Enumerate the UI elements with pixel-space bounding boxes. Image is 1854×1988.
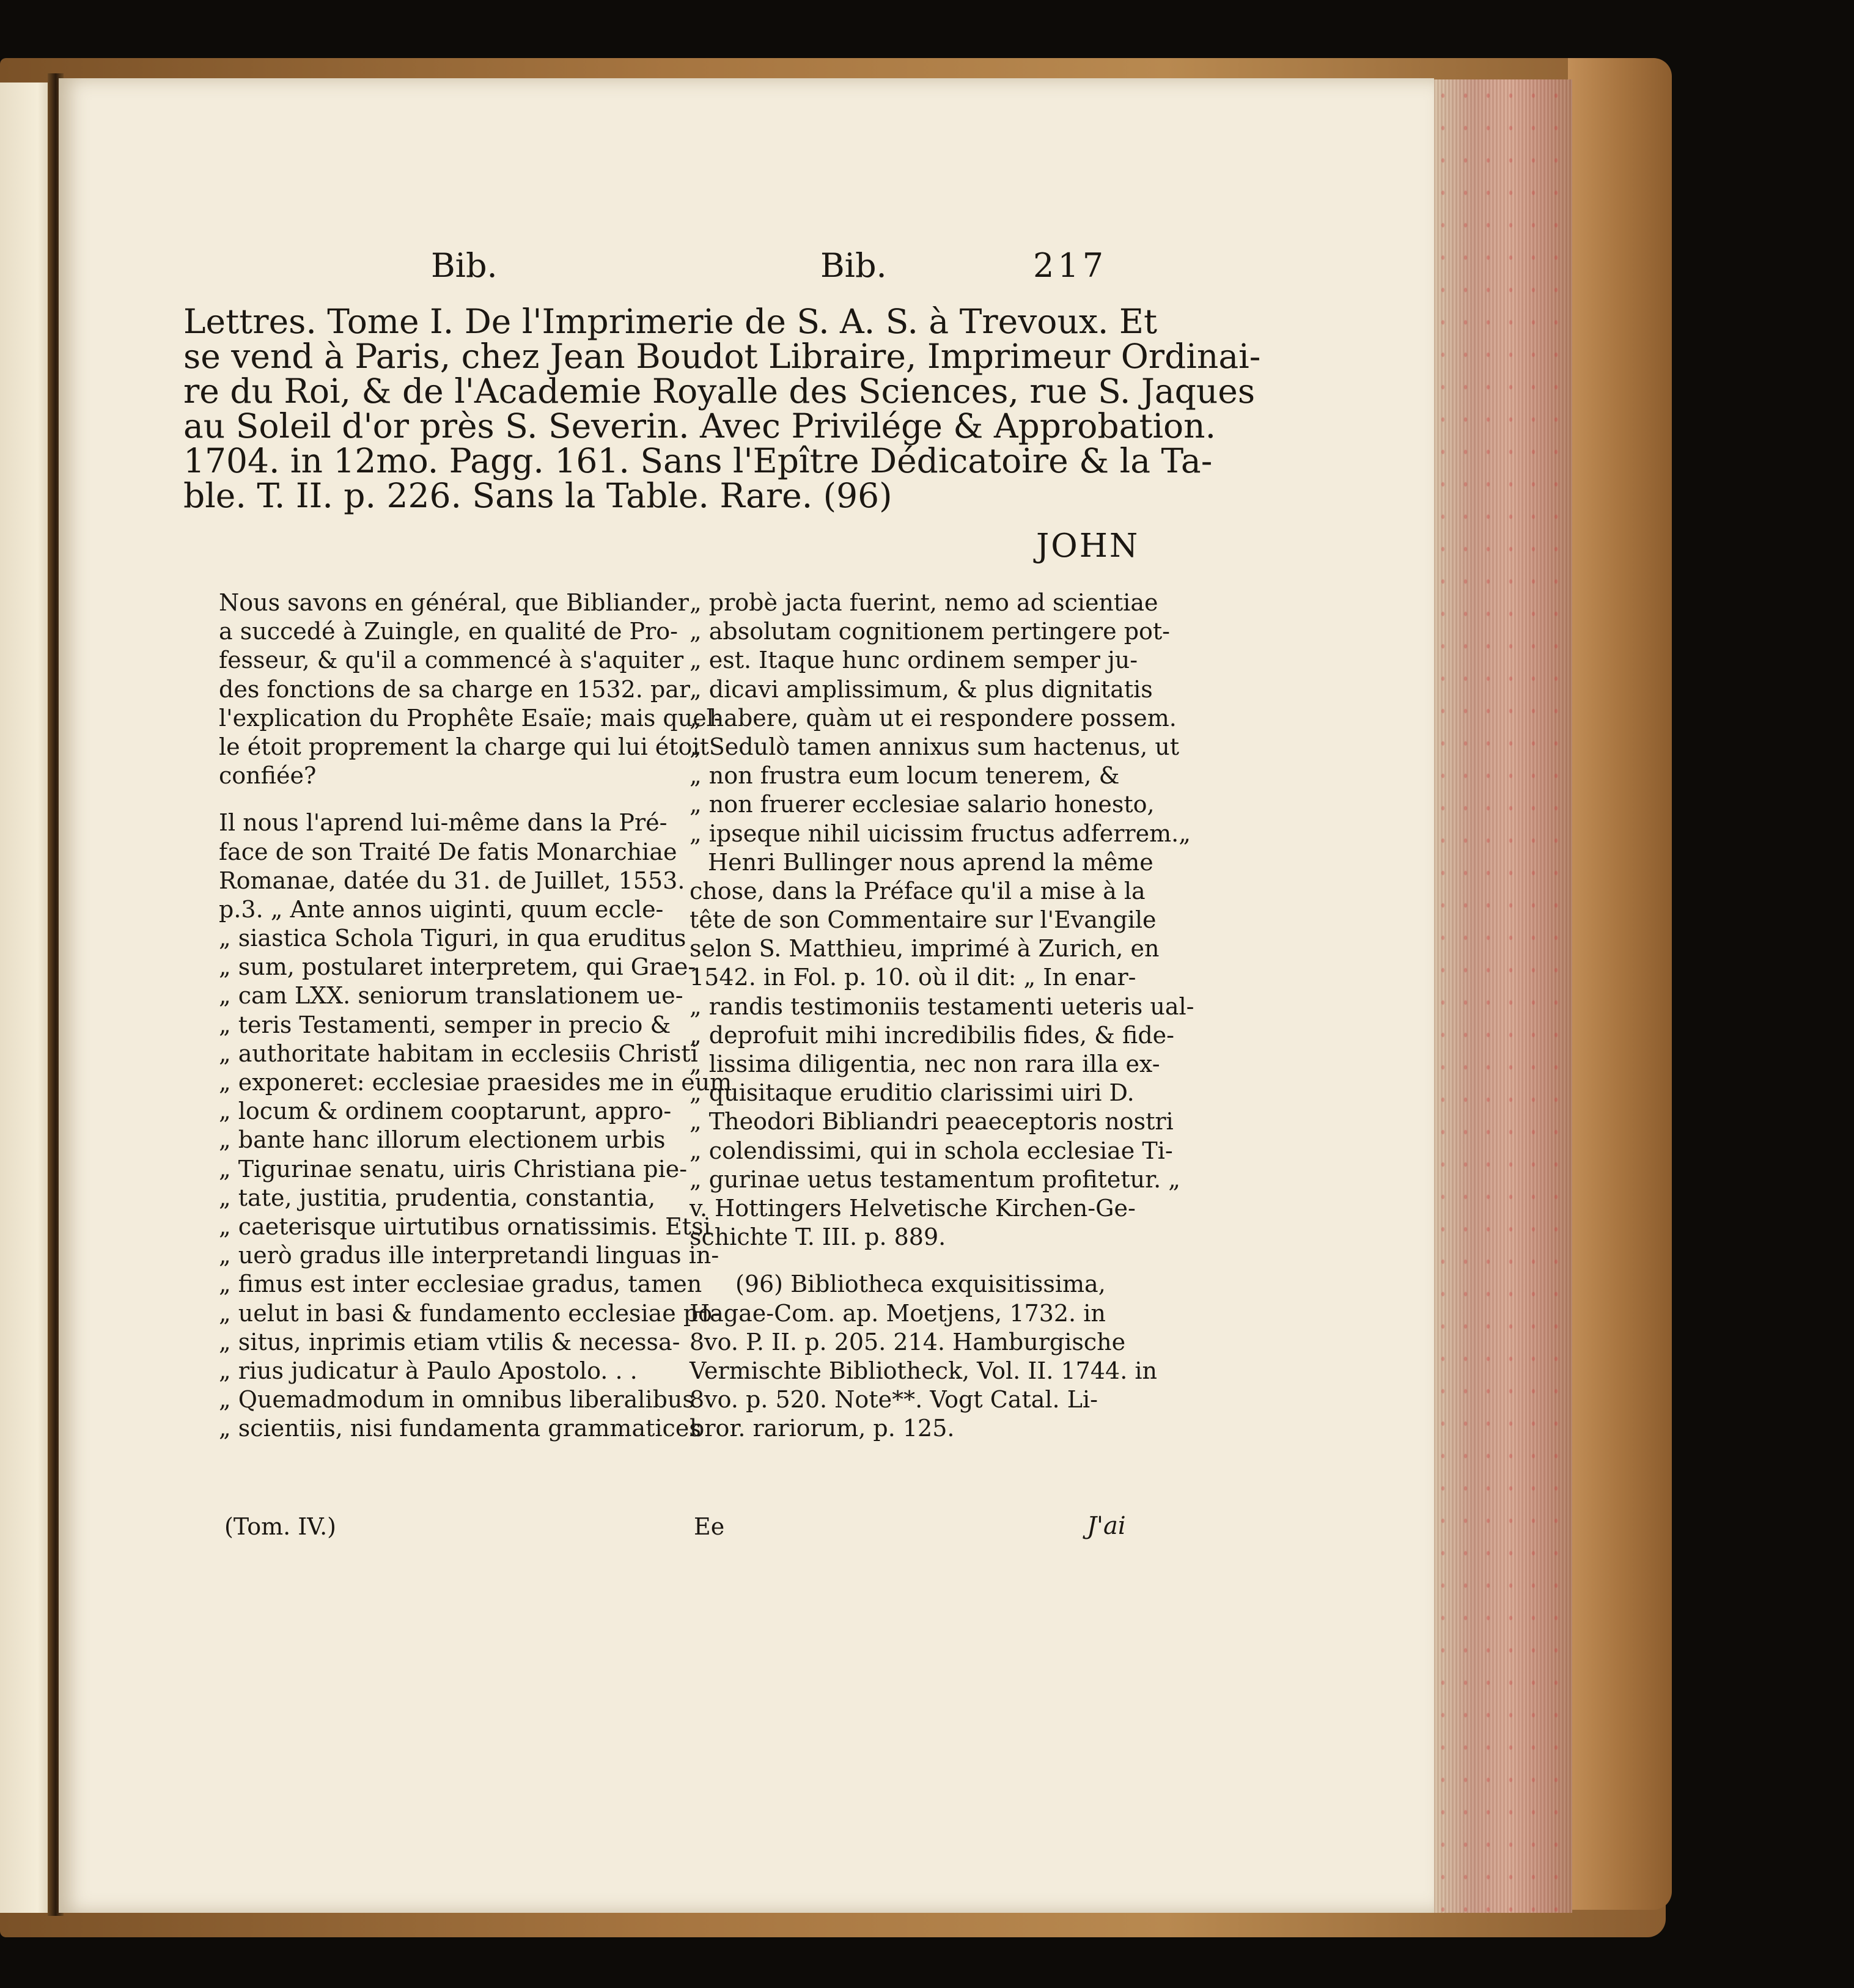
text-line: confiée? — [219, 762, 317, 790]
text-line: „ siastica Schola Tiguri, in qua eruditus — [219, 925, 686, 952]
footnote-line: 8vo. p. 520. Note**. Vogt Catal. Li- — [690, 1386, 1098, 1414]
text-line: „ probè jacta fuerint, nemo ad scientiae — [690, 589, 1158, 616]
text-line: „ est. Itaque hunc ordinem semper ju- — [690, 647, 1138, 674]
running-head-left: Bib. — [431, 246, 498, 285]
text-line: „ lissima diligentia, nec non rara illa ex- — [690, 1051, 1160, 1077]
text-line: Romanae, datée du 31. de Juillet, 1553. — [219, 867, 685, 894]
text-line: „ rius judicatur à Paulo Apostolo. . . — [219, 1357, 638, 1384]
footnote-line: bror. rariorum, p. 125. — [690, 1415, 955, 1442]
text-line: Lettres. Tome I. De l'Imprimerie de S. A. S. à Trevoux. Et — [183, 302, 1158, 341]
text-line: Nous savons en général, que Bibliander — [219, 589, 689, 616]
text-line: „ Quemadmodum in omnibus liberalibus — [219, 1386, 694, 1414]
catchword-bottom: J'ai — [1087, 1512, 1126, 1540]
text-line: 1704. in 12mo. Pagg. 161. Sans l'Epître Dédicatoire & la Ta- — [183, 441, 1213, 480]
left-column — [219, 589, 732, 1443]
text-line: „ quisitaque eruditio clarissimi uiri D. — [690, 1079, 1135, 1107]
text-line: „ scientiis, nisi fundamenta grammatices — [219, 1415, 701, 1442]
text-line: re du Roi, & de l'Academie Royalle des Sciences, rue S. Jaques — [183, 372, 1256, 411]
right-column — [690, 589, 1194, 1443]
text-line: „ fimus est inter ecclesiae gradus, tamen — [219, 1271, 702, 1298]
text-line: des fonctions de sa charge en 1532. par — [219, 675, 691, 703]
text-line: „ tate, justitia, prudentia, constantia, — [219, 1184, 656, 1211]
text-line: „ situs, inprimis etiam vtilis & necessa- — [219, 1328, 680, 1355]
text-line: selon S. Matthieu, imprimé à Zurich, en — [690, 935, 1160, 963]
page-number: 217 — [1033, 246, 1108, 285]
text-line: schichte T. III. p. 889. — [690, 1223, 946, 1251]
text-line: „ caeterisque uirtutibus ornatissimis. Etsi — [219, 1212, 711, 1240]
text-line: „ uerò gradus ille interpretandi linguas in- — [219, 1242, 719, 1269]
text-line: 1542. in Fol. p. 10. où il dit: „ In enar- — [690, 964, 1136, 991]
text-line: „ gurinae uetus testamentum profitetur. „ — [690, 1165, 1180, 1193]
text-line: „ colendissimi, qui in schola ecclesiae Ti- — [690, 1137, 1173, 1164]
running-head-center: Bib. — [820, 246, 887, 285]
text-line: p.3. „ Ante annos uiginti, quum eccle- — [219, 895, 664, 923]
text-line: „ non fruerer ecclesiae salario honesto, — [690, 791, 1155, 818]
text-line: a succedé à Zuingle, en qualité de Pro- — [219, 618, 679, 645]
text-line: v. Hottingers Helvetische Kirchen-Ge- — [690, 1194, 1136, 1222]
text-line: „ Sedulò tamen annixus sum hactenus, ut — [690, 733, 1180, 760]
text-line: „ habere, quàm ut ei respondere possem. — [690, 704, 1177, 732]
text-line: „ exponeret: ecclesiae praesides me in eum — [219, 1069, 732, 1096]
left-page-edge — [0, 83, 54, 1913]
text-line: „ non frustra eum locum tenerem, & — [690, 762, 1120, 790]
text-line: fesseur, & qu'il a commencé à s'aquiter — [219, 647, 684, 674]
text-line: Henri Bullinger nous aprend la même — [708, 848, 1153, 876]
book-cover-fore-edge — [1568, 58, 1672, 1910]
text-line: „ locum & ordinem cooptarunt, appro- — [219, 1098, 672, 1125]
text-line: face de son Traité De fatis Monarchiae — [219, 838, 677, 865]
text-line: le étoit proprement la charge qui lui étoit — [219, 733, 709, 760]
text-line: au Soleil d'or près S. Severin. Avec Privilége & Approbation. — [183, 406, 1216, 446]
catchword-top: JOHN — [1036, 527, 1140, 565]
footnote-line: (96) Bibliotheca exquisitissima, — [735, 1271, 1106, 1298]
volume-footer: (Tom. IV.) — [224, 1513, 337, 1540]
text-line: ble. T. II. p. 226. Sans la Table. Rare. (96) — [183, 476, 892, 515]
text-line: Il nous l'aprend lui-même dans la Pré- — [219, 809, 668, 837]
footnote-line: Hagae-Com. ap. Moetjens, 1732. in — [690, 1299, 1106, 1327]
sprinkled-edge-decoration — [1432, 79, 1572, 1913]
text-line: „ Tigurinae senatu, uiris Christiana pie- — [219, 1155, 688, 1183]
text-line: chose, dans la Préface qu'il a mise à la — [690, 877, 1146, 904]
text-line: „ bante hanc illorum electionem urbis — [219, 1126, 666, 1154]
text-line: „ deprofuit mihi incredibilis fides, & fide- — [690, 1021, 1175, 1049]
text-line: l'explication du Prophête Esaïe; mais quel- — [219, 704, 722, 732]
text-line: „ dicavi amplissimum, & plus dignitatis — [690, 675, 1153, 703]
footnote-line: 8vo. P. II. p. 205. 214. Hamburgische — [690, 1328, 1126, 1355]
text-line: „ uelut in basi & fundamento ecclesiae po- — [219, 1299, 720, 1327]
text-line: „ Theodori Bibliandri peaeceptoris nostri — [690, 1108, 1174, 1135]
top-text-block — [183, 302, 1261, 515]
text-line: „ sum, postularet interpretem, qui Grae- — [219, 953, 696, 981]
text-line: se vend à Paris, chez Jean Boudot Libraire, Imprimeur Ordinai- — [183, 337, 1261, 376]
text-line: „ randis testimoniis testamenti ueteris ual- — [690, 992, 1194, 1020]
text-line: „ absolutam cognitionem pertingere pot- — [690, 618, 1171, 645]
text-line: „ cam LXX. seniorum translationem ue- — [219, 982, 683, 1010]
signature-mark: Ee — [694, 1513, 725, 1540]
footnote-line: Vermischte Bibliotheck, Vol. II. 1744. in — [690, 1357, 1157, 1384]
text-line: „ ipseque nihil uicissim fructus adferrem.„ — [690, 820, 1191, 847]
text-line: tête de son Commentaire sur l'Evangile — [690, 906, 1157, 934]
text-line: „ teris Testamenti, semper in precio & — [219, 1011, 671, 1038]
text-line: „ authoritate habitam in ecclesiis Christi — [219, 1040, 698, 1067]
